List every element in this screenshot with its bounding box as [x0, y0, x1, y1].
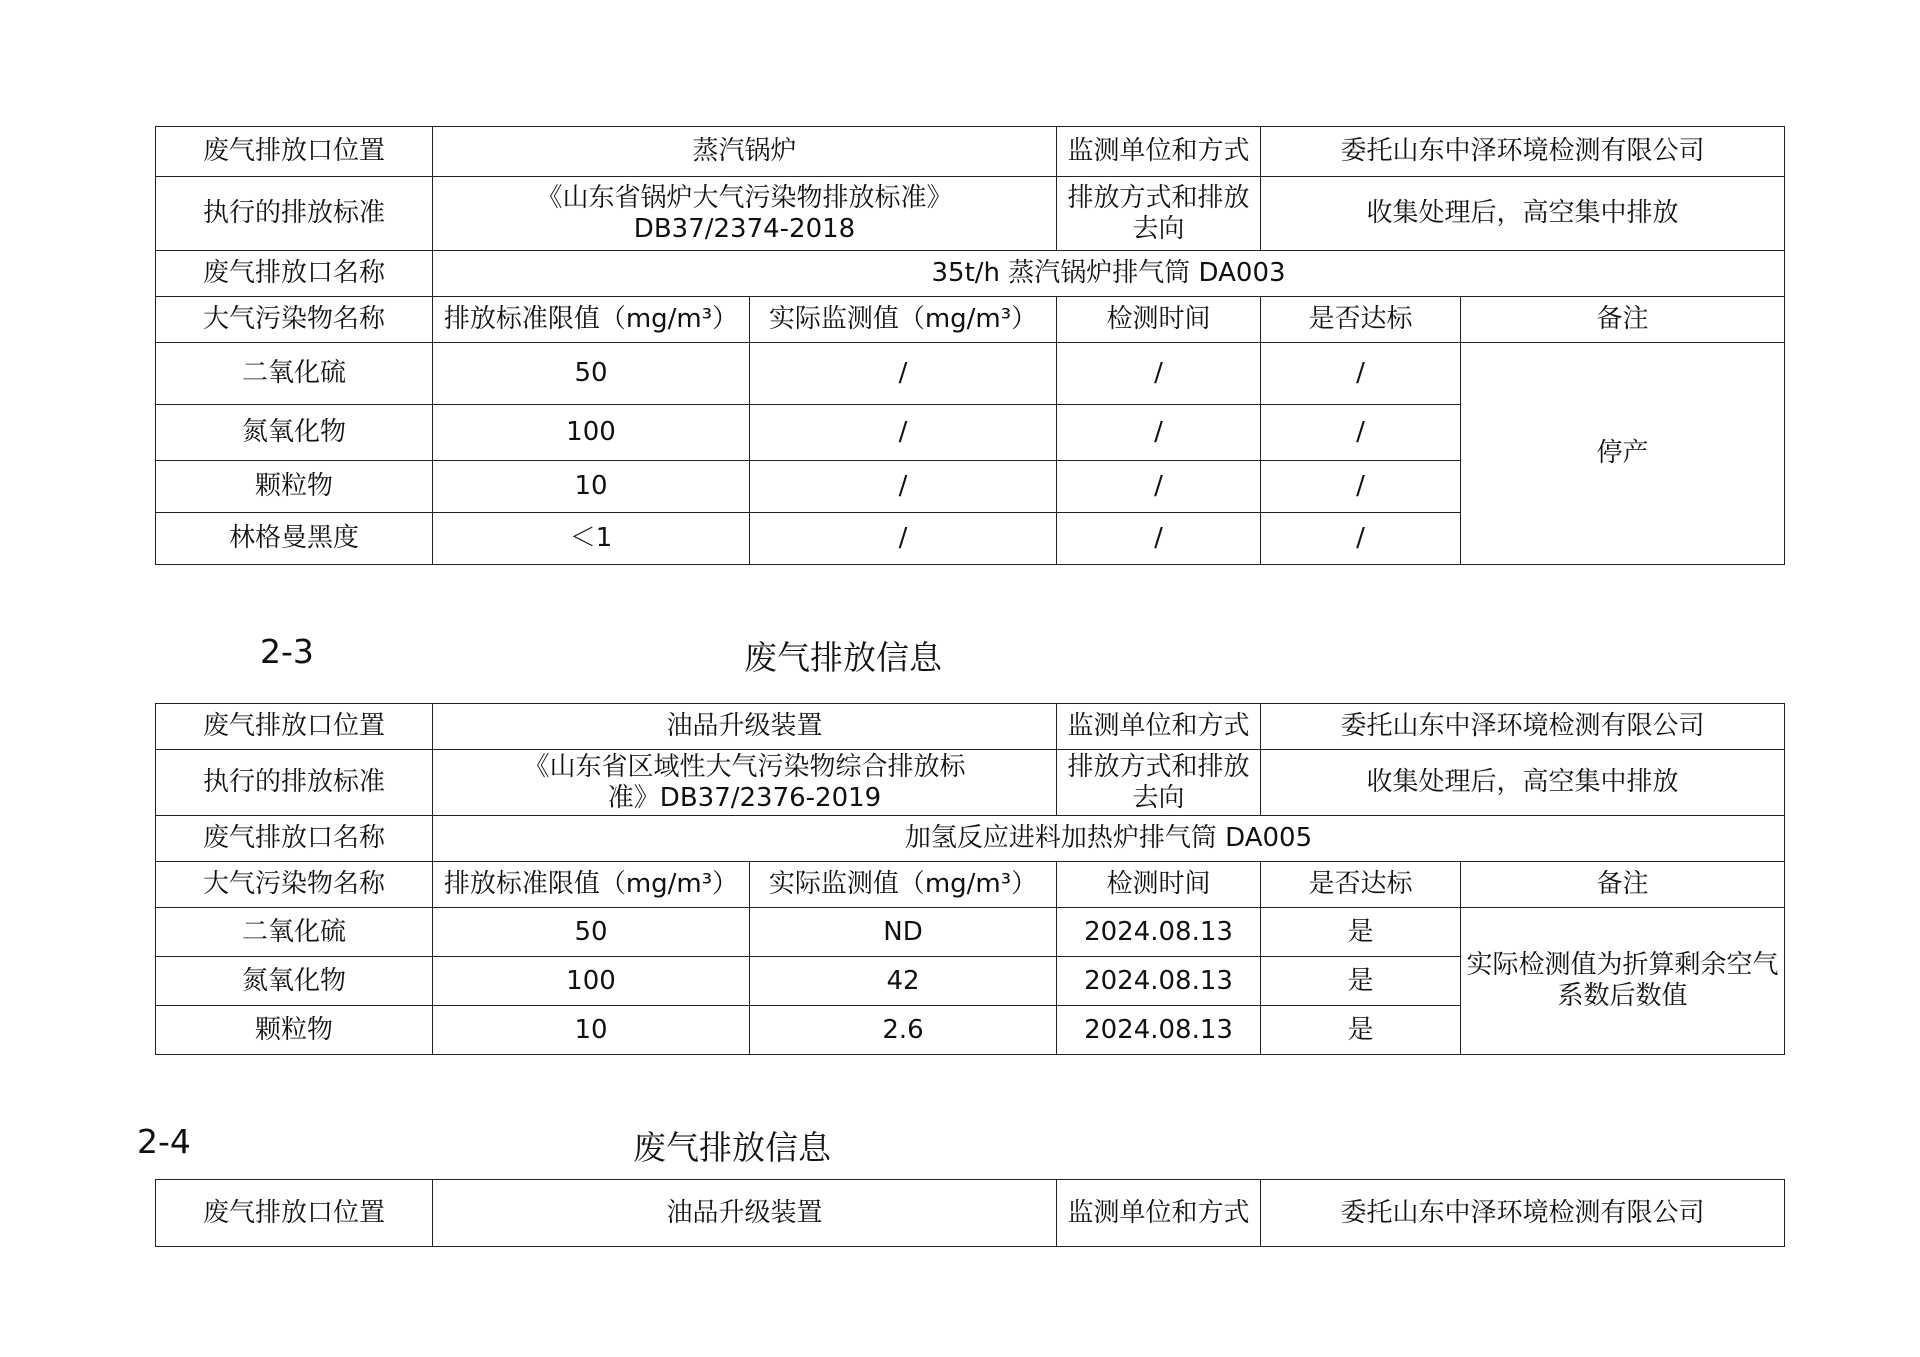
ok-cell: /: [1261, 405, 1461, 461]
standard-value-line1: 《山东省锅炉大气污染物排放标准》: [536, 182, 953, 213]
limit-cell: 100: [433, 405, 750, 461]
pollutant-cell: 氮氧化物: [156, 957, 433, 1006]
standard-value-line1: 《山东省区域性大气污染物综合排放标: [523, 751, 966, 782]
pollutant-cell: 二氧化硫: [156, 343, 433, 405]
header-pollutant: 大气污染物名称: [156, 862, 433, 908]
location-label: 废气排放口位置: [156, 127, 433, 177]
section-title-2-3: 废气排放信息: [744, 638, 942, 677]
header-time: 检测时间: [1057, 297, 1261, 343]
emission-table-upgrade: [155, 1179, 1785, 1247]
pollutant-cell: 林格曼黑度: [156, 513, 433, 565]
discharge-value: 收集处理后，高空集中排放: [1261, 750, 1785, 816]
header-pollutant: 大气污染物名称: [156, 297, 433, 343]
outlet-label: 废气排放口名称: [156, 816, 433, 862]
ok-cell: /: [1261, 513, 1461, 565]
actual-cell: 2.6: [750, 1006, 1057, 1055]
header-ok: 是否达标: [1261, 862, 1461, 908]
standard-value: [433, 177, 1057, 251]
actual-cell: /: [750, 405, 1057, 461]
limit-cell: 100: [433, 957, 750, 1006]
ok-cell: 是: [1261, 908, 1461, 957]
emission-table-heater: [155, 703, 1785, 1055]
time-cell: /: [1057, 513, 1261, 565]
location-label: 废气排放口位置: [156, 704, 433, 750]
limit-cell: ＜1: [433, 513, 750, 565]
pollutant-cell: 颗粒物: [156, 461, 433, 513]
monitor-label: 监测单位和方式: [1057, 127, 1261, 177]
standard-label: 执行的排放标准: [156, 750, 433, 816]
table-row: [156, 343, 1785, 405]
standard-value-line2: 准》DB37/2376-2019: [607, 782, 882, 813]
outlet-label: 废气排放口名称: [156, 251, 433, 297]
discharge-value: 收集处理后，高空集中排放: [1261, 177, 1785, 251]
monitor-label: 监测单位和方式: [1057, 704, 1261, 750]
monitor-value: 委托山东中泽环境检测有限公司: [1261, 1180, 1785, 1247]
time-cell: 2024.08.13: [1057, 908, 1261, 957]
location-label: 废气排放口位置: [156, 1180, 433, 1247]
actual-cell: ND: [750, 908, 1057, 957]
section-title-2-4: 废气排放信息: [633, 1128, 831, 1167]
pollutant-cell: 氮氧化物: [156, 405, 433, 461]
location-value: 油品升级装置: [433, 704, 1057, 750]
header-time: 检测时间: [1057, 862, 1261, 908]
time-cell: /: [1057, 461, 1261, 513]
header-remark: 备注: [1461, 297, 1785, 343]
standard-value-line2: DB37/2374-2018: [633, 213, 856, 244]
header-ok: 是否达标: [1261, 297, 1461, 343]
outlet-value: 35t/h 蒸汽锅炉排气筒 DA003: [433, 251, 1785, 297]
location-value: 油品升级装置: [433, 1180, 1057, 1247]
limit-cell: 10: [433, 461, 750, 513]
monitor-label: 监测单位和方式: [1057, 1180, 1261, 1247]
time-cell: /: [1057, 405, 1261, 461]
header-remark: 备注: [1461, 862, 1785, 908]
standard-value: [433, 750, 1057, 816]
actual-cell: 42: [750, 957, 1057, 1006]
ok-cell: /: [1261, 343, 1461, 405]
time-cell: 2024.08.13: [1057, 1006, 1261, 1055]
header-actual: 实际监测值（mg/m³）: [750, 862, 1057, 908]
discharge-label: 排放方式和排放去向: [1057, 750, 1261, 816]
remark-cell: 停产: [1461, 343, 1785, 565]
actual-cell: /: [750, 343, 1057, 405]
limit-cell: 10: [433, 1006, 750, 1055]
monitor-value: 委托山东中泽环境检测有限公司: [1261, 127, 1785, 177]
header-limit: 排放标准限值（mg/m³）: [433, 862, 750, 908]
monitor-value: 委托山东中泽环境检测有限公司: [1261, 704, 1785, 750]
ok-cell: /: [1261, 461, 1461, 513]
standard-label: 执行的排放标准: [156, 177, 433, 251]
limit-cell: 50: [433, 343, 750, 405]
section-number-2-3: 2-3: [260, 632, 314, 671]
outlet-value: 加氢反应进料加热炉排气筒 DA005: [433, 816, 1785, 862]
emission-table-boiler: [155, 126, 1785, 565]
discharge-label: 排放方式和排放去向: [1057, 177, 1261, 251]
remark-cell: 实际检测值为折算剩余空气系数后数值: [1461, 908, 1785, 1055]
ok-cell: 是: [1261, 957, 1461, 1006]
time-cell: 2024.08.13: [1057, 957, 1261, 1006]
time-cell: /: [1057, 343, 1261, 405]
table-row: [156, 908, 1785, 957]
actual-cell: /: [750, 513, 1057, 565]
header-actual: 实际监测值（mg/m³）: [750, 297, 1057, 343]
pollutant-cell: 二氧化硫: [156, 908, 433, 957]
header-limit: 排放标准限值（mg/m³）: [433, 297, 750, 343]
location-value: 蒸汽锅炉: [433, 127, 1057, 177]
section-number-2-4: 2-4: [137, 1122, 191, 1161]
limit-cell: 50: [433, 908, 750, 957]
pollutant-cell: 颗粒物: [156, 1006, 433, 1055]
ok-cell: 是: [1261, 1006, 1461, 1055]
actual-cell: /: [750, 461, 1057, 513]
